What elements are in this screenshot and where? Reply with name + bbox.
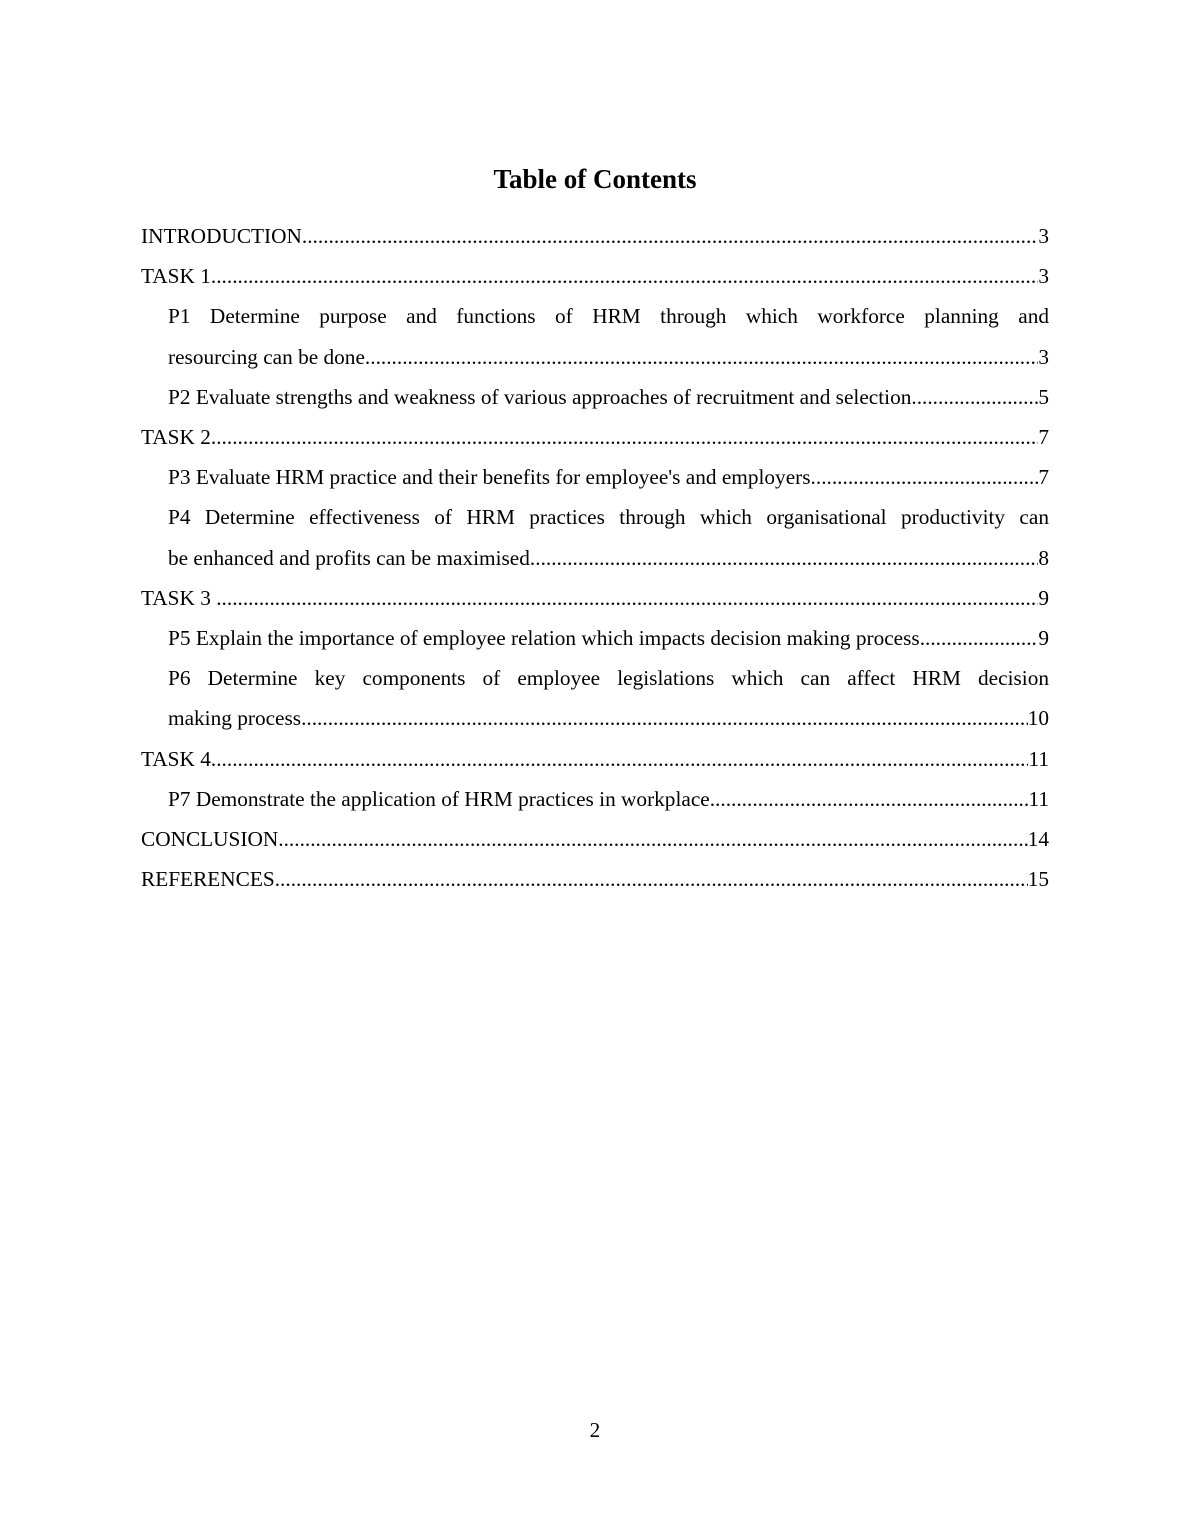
toc-entry-page-number: 15 (1027, 867, 1049, 892)
toc-entry-page-number: 7 (1038, 425, 1049, 450)
toc-entry-text-line: P4 Determine effectiveness of HRM practices through which organisational productivity can (168, 505, 1049, 530)
page-number: 2 (589, 1418, 601, 1442)
toc-entry-text-line: P1 Determine purpose and functions of HRM through which workforce planning and (168, 304, 1049, 329)
toc-entry-page-number: 11 (1028, 746, 1049, 771)
toc-entry-line (168, 377, 1049, 417)
dot-leader (302, 216, 1038, 256)
toc-entry-line (168, 457, 1049, 497)
toc-entry-task-2[interactable] (141, 417, 1049, 457)
toc-entry-line (168, 538, 1049, 578)
toc-entry-page-number: 11 (1028, 786, 1049, 811)
dot-leader (365, 337, 1038, 377)
toc-entry-line (168, 698, 1049, 738)
toc-entry-text-line: P6 Determine key components of employee legislations which can affect HRM decision (168, 666, 1049, 691)
toc-entry-line (168, 337, 1049, 377)
toc-entry-label: TASK 3 (141, 585, 217, 610)
toc-entry-label: resourcing can be done (168, 344, 365, 369)
dot-leader (275, 859, 1028, 899)
toc-entry-line (168, 618, 1049, 658)
toc-entry-page-number: 3 (1038, 344, 1049, 369)
toc-entry-label: REFERENCES (141, 867, 275, 892)
toc-entry-page-number: 3 (1038, 224, 1049, 248)
toc-entry-page-number: 8 (1038, 545, 1049, 570)
toc-entry-page-number: 9 (1038, 585, 1049, 610)
dot-leader (301, 698, 1028, 738)
dot-leader (211, 256, 1038, 296)
toc-entry-label: TASK 2 (141, 425, 211, 450)
toc-entry-introduction[interactable] (141, 216, 1049, 256)
toc-entry-p7[interactable] (141, 779, 1049, 819)
toc-entry-references[interactable] (141, 859, 1049, 899)
toc-entry-line (141, 216, 1049, 256)
dot-leader (211, 739, 1029, 779)
toc-entry-line (168, 779, 1049, 819)
toc-entry-line (141, 578, 1049, 618)
toc-entry-label: making process (168, 706, 302, 731)
toc-entry-label: INTRODUCTION (141, 224, 302, 248)
toc-entry-page-number: 10 (1027, 706, 1049, 731)
toc-entry-line (141, 256, 1049, 296)
toc-entry-page-number: 5 (1038, 384, 1049, 409)
toc-entry-label: CONCLUSION (141, 827, 279, 852)
toc-entry-line (141, 417, 1049, 457)
dot-leader (530, 538, 1038, 578)
toc-entry-conclusion[interactable] (141, 819, 1049, 859)
table-of-contents (141, 216, 1049, 899)
toc-entry-p5[interactable] (141, 618, 1049, 658)
dot-leader (216, 578, 1038, 618)
dot-leader (211, 417, 1038, 457)
toc-entry-label: P7 Demonstrate the application of HRM practices in workplace (168, 786, 710, 811)
dot-leader (920, 618, 1039, 658)
toc-entry-line (141, 739, 1049, 779)
toc-entry-p4[interactable] (141, 497, 1049, 577)
toc-entry-label: P5 Explain the importance of employee relation which impacts decision making process (168, 626, 920, 651)
toc-entry-task-4[interactable] (141, 739, 1049, 779)
toc-entry-p2[interactable] (141, 377, 1049, 417)
toc-entry-page-number: 3 (1038, 264, 1049, 289)
dot-leader (278, 819, 1027, 859)
toc-entry-p6[interactable] (141, 658, 1049, 738)
toc-entry-line (141, 859, 1049, 899)
toc-entry-label: P3 Evaluate HRM practice and their benefits for employee's and employers (168, 465, 811, 490)
dot-leader (911, 377, 1038, 417)
toc-entry-page-number: 14 (1027, 827, 1049, 852)
toc-entry-label: TASK 4 (141, 746, 211, 771)
toc-title: Table of Contents (493, 164, 697, 194)
toc-entry-label: TASK 1 (141, 264, 211, 289)
toc-entry-p3[interactable] (141, 457, 1049, 497)
dot-leader (710, 779, 1029, 819)
toc-entry-line (141, 819, 1049, 859)
toc-entry-task-3[interactable] (141, 578, 1049, 618)
toc-entry-label: be enhanced and profits can be maximised (168, 545, 530, 570)
toc-entry-task-1[interactable] (141, 256, 1049, 296)
dot-leader (811, 457, 1039, 497)
toc-entry-p1[interactable] (141, 296, 1049, 376)
toc-entry-page-number: 9 (1038, 626, 1049, 651)
toc-entry-label: P2 Evaluate strengths and weakness of various approaches of recruitment and selection (168, 384, 912, 409)
toc-entry-page-number: 7 (1038, 465, 1049, 490)
